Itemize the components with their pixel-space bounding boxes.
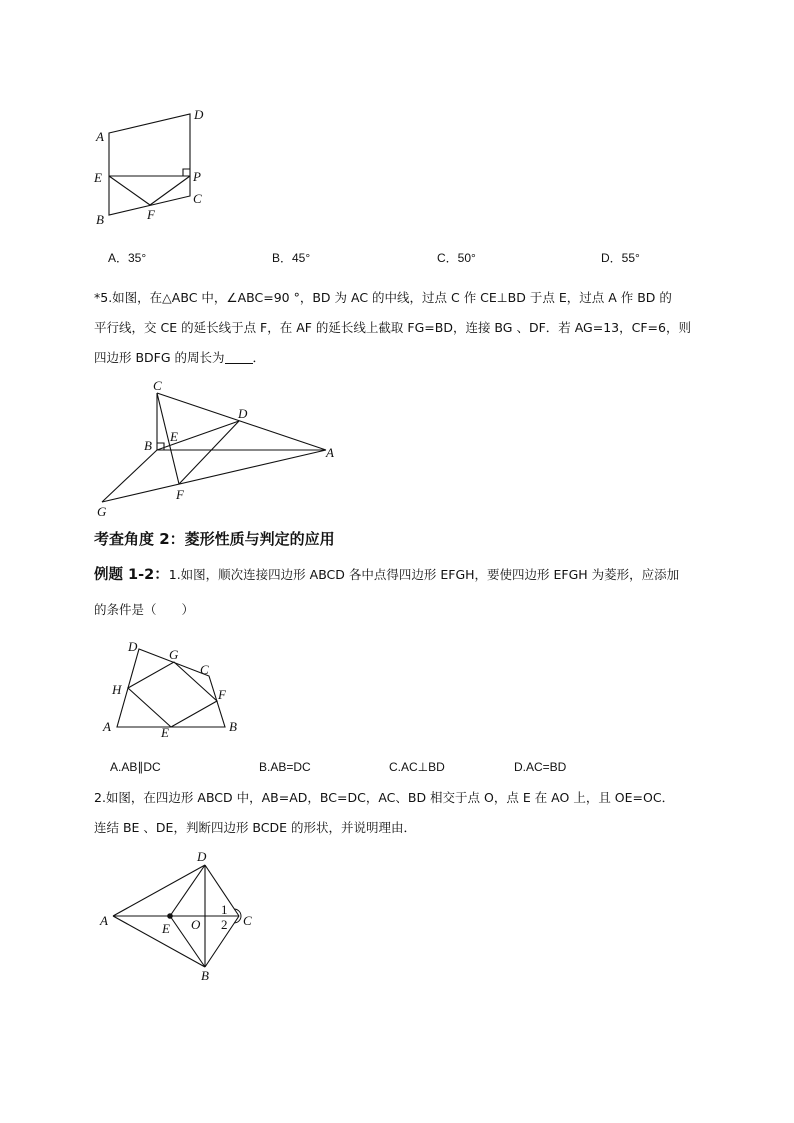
option-c[interactable]: C．50°: [437, 251, 476, 265]
label-a: A: [96, 129, 104, 144]
q5-line-2: 平行线，交 CE 的延长线于点 F，在 AF 的延长线上截取 FG=BD，连接 BG 、DF．若 AG=13，CF=6，则: [94, 320, 691, 335]
label-b: B: [229, 719, 237, 734]
label-f: F: [218, 687, 226, 702]
label-angle-2: 2: [221, 917, 228, 932]
label-o: O: [191, 917, 201, 932]
label-c: C: [200, 662, 209, 677]
label-g: G: [97, 504, 107, 519]
label-a: A: [103, 719, 111, 734]
figure-quadrilateral-efgh: [95, 635, 255, 745]
segment-ed: [170, 865, 205, 916]
q5-line-1: *5.如图，在△ABC 中，∠ABC=90 °，BD 为 AC 的中线，过点 C 作 CE⊥BD 于点 E，过点 A 作 BD 的: [94, 290, 672, 305]
label-h: H: [112, 682, 122, 697]
q2-line-2: 连结 BE 、DE，判断四边形 BCDE 的形状，并说明理由．: [94, 820, 416, 835]
label-b: B: [201, 968, 209, 983]
segment-bg: [102, 450, 157, 502]
label-c: C: [153, 378, 162, 393]
label-f: F: [176, 487, 184, 502]
example-line-1: 例题 1-2：1.如图，顺次连接四边形 ABCD 各中点得四边形 EFGH，要使四边形 EFGH 为菱形，应添加: [94, 567, 680, 583]
option-d[interactable]: D．55°: [601, 251, 640, 265]
q5-line-3: 四边形 BDFG 的周长为 ．: [94, 343, 265, 373]
ex-option-a[interactable]: A.AB∥DC: [110, 760, 161, 774]
quadrilateral-abcd: [109, 114, 190, 215]
point-e: [167, 913, 173, 919]
label-f: F: [147, 207, 155, 222]
label-e: E: [162, 921, 170, 936]
segment-df: [179, 421, 239, 484]
q2-line-1: 2.如图，在四边形 ABCD 中，AB=AD，BC=DC，AC、BD 相交于点 O，点 E 在 AO 上，且 OE=OC．: [94, 790, 675, 805]
label-e: E: [161, 725, 169, 740]
ex-option-c[interactable]: C.AC⊥BD: [389, 760, 445, 774]
segment-ag: [102, 450, 326, 502]
option-a[interactable]: A．35°: [108, 251, 147, 265]
label-c: C: [193, 191, 202, 206]
right-angle-mark-p: [183, 169, 190, 176]
label-angle-1: 1: [221, 902, 228, 917]
figure-triangle-abc: [90, 378, 350, 523]
segment-ef: [109, 176, 150, 205]
label-b: B: [96, 212, 104, 227]
label-d: D: [194, 107, 204, 122]
example-label: 例题 1-2：: [94, 567, 169, 583]
ex-option-b[interactable]: B.AB=DC: [259, 760, 311, 774]
answer-blank[interactable]: [225, 347, 253, 364]
label-a: A: [326, 445, 334, 460]
example-line-2: 的条件是（ ）: [94, 602, 195, 617]
label-d: D: [197, 849, 207, 864]
section-heading: 考查角度 2：菱形性质与判定的应用: [94, 530, 335, 548]
label-c: C: [243, 913, 252, 928]
label-p: P: [193, 169, 201, 184]
label-d: D: [128, 639, 138, 654]
figure-kite-abcd: [95, 845, 265, 985]
label-e: E: [94, 170, 102, 185]
segment-ad: [113, 865, 205, 916]
label-e: E: [170, 429, 178, 444]
figure-rectangle-abcd: [85, 100, 225, 235]
label-a: A: [100, 913, 108, 928]
label-d: D: [238, 406, 248, 421]
label-b: B: [144, 438, 152, 453]
ex-option-d[interactable]: D.AC=BD: [514, 760, 567, 774]
label-g: G: [169, 647, 179, 662]
option-b[interactable]: B．45°: [272, 251, 311, 265]
